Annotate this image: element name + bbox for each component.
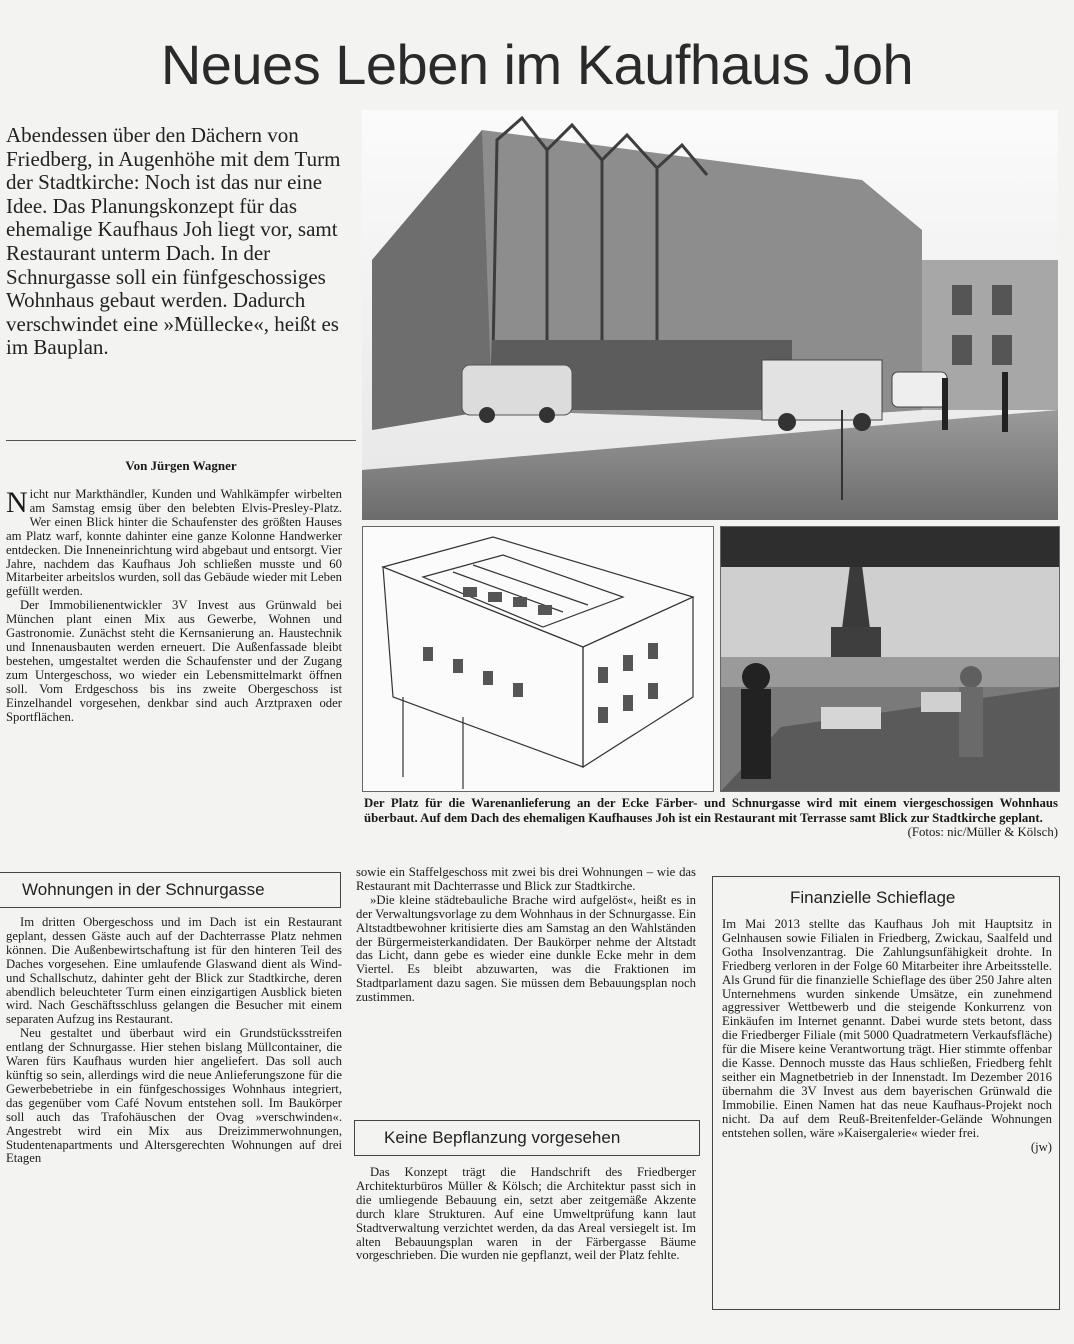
column-1-top (6, 488, 342, 724)
photo-credit: (Fotos: nic/Müller & Kölsch) (907, 825, 1058, 840)
col1b-paragraph-2: Neu gestaltet und überbaut wird ein Grundstücksstreifen entlang der Schnurgasse. Hier stehen bislang Müllcontainer, die Waren fürs Kaufhaus wurden hier angeliefert. Das soll auch künftig so sein, allerdings wird die neue Anlieferungszone für die Gewerbebetriebe in ein fünfgeschossiges Wohnhaus integriert, das gegenüber vom Café Novum entstehen soll. Im Baukörper soll auch das Trafohäuschen der Ovag »verschwinden«. Angestrebt wird ein Mix aus Dreizimmerwohnungen, Studentenapartments und Altersgerechten Wohnungen auf drei Etagen (6, 1026, 342, 1166)
col3-paragraph-1: Im Mai 2013 stellte das Kaufhaus Joh mit Hauptsitz in Gelnhausen sowie Filialen in Friedberg, Zwickau, Saalfeld und Gotha Insolvenzantrag. Die Zahlungsunfähigkeit drohte. In Friedberg verloren in der Folge 60 Mitarbeiter ihre Arbeitsstelle. Als Grund für die finanzielle Schieflage des über 250 Jahre alten Unternehmens wurden sinkende Umsätze, ein zunehmend aggressiver Wettbewerb und die steigende Konkurrenz von Einkäufen im Internet genannt. Dabei wurde stets betont, dass die Friedberger Filiale (mit 5000 Quadratmetern Verkaufsfläche) für die Misere keine Verantwortung trägt. Hier stimmte offenbar die Kasse. Dennoch musste das Haus schließen, Friedberg fehlt seither ein Magnetbetrieb in der Innenstadt. Im Dezember 2016 übernahm die 3V Invest aus dem bayerischen Grünwald die Immobilie. Einen Namen hat das neue Kaufhaus-Projekt noch nicht. Da auf dem Reuß-Breitenfelder-Gelände Wohnungen entstehen sollen, wäre »Kaisergalerie« wieder frei. (722, 917, 1052, 1140)
column-1-bottom (6, 916, 342, 1166)
col1b-paragraph-1: Im dritten Obergeschoss und im Dach ist ein Restaurant geplant, dessen Gäste auch auf der Dachterrasse Platz nehmen können. Die Außenbewirtschaftung ist für den hinteren Teil des Daches vorgesehen. Eine umlaufende Glaswand dient als Wind- und Schallschutz, dahinter geht der Blick zur Stadtkirche, deren abendlich beleuchteter Turm einen einzigartigen Ausblick bieten wird. Nach Geschäftsschluss gelangen die Besucher mit einem separaten Aufzug ins Restaurant. (6, 915, 342, 1027)
column-3 (722, 918, 1052, 1154)
photo-caption (364, 796, 1058, 840)
aerial-drawing (362, 526, 714, 792)
main-photo-building (362, 110, 1058, 520)
subhead-bepflanzung: Keine Bepflanzung vorgesehen (384, 1128, 621, 1147)
dropcap: N (6, 486, 28, 519)
lead-rule (6, 440, 356, 441)
byline: Von Jürgen Wagner (125, 458, 237, 473)
author-signature: (jw) (1030, 1139, 1052, 1154)
headline: Neues Leben im Kaufhaus Joh (160, 33, 914, 96)
col1-paragraph-1 (6, 488, 342, 599)
lead-paragraph (6, 124, 356, 360)
col2b-paragraph-1: Das Konzept trägt die Handschrift des Friedberger Architekturbüros Müller & Kölsch; die Architektur passt sich in die umliegende Bebauung ein, setzt aber zeitgemäße Akzente durch klare Strukturen. Auf eine Umweltprüfung kann laut Stadtverwaltung verzichtet werden, da das Areal versiegelt ist. Im alten Bebauungsplan waren in der Färbergasse Bäume vorgeschrieben. Die wurden nie gepflanzt, weil der Platz fehlte. (356, 1165, 696, 1263)
col1-text-1: icht nur Markthändler, Kunden und Wahlkämpfer wirbelten am Samstag emsig über den belebten Elvis-Presley-Platz. Wer einen Blick hinter die Schaufenster des größten Hauses am Platz warf, konnte dahinter eine ganze Kolonne Handwerker entdecken. Die Inneneinrichtung wird abgebaut und entsorgt. Vier Jahre, nachdem das Kaufhaus Joh schließen musste und 60 Mitarbeiter arbeitslos wurden, soll das Gebäude wieder mit Leben gefüllt werden. (6, 487, 342, 599)
column-2-top (356, 866, 696, 1005)
column-2-bottom (356, 1166, 696, 1263)
terrace-rendering (720, 526, 1060, 792)
subhead-wohnungen: Wohnungen in der Schnurgasse (22, 880, 265, 899)
caption-text: Der Platz für die Warenanlieferung an der Ecke Färber- und Schnurgasse wird mit einem viergeschossigen Wohnhaus überbaut. Auf dem Dach des ehemaligen Kaufhauses Joh ist ein Restaurant mit Terrasse samt Blick zur Stadtkirche geplant. (364, 796, 1058, 825)
subhead-schieflage: Finanzielle Schieflage (790, 888, 956, 907)
col1-paragraph-2: Der Immobilienentwickler 3V Invest aus Grünwald bei München plant einen Mix aus Gewerbe, Wohnen und Gastronomie. Zunächst steht die Kernsanierung an. Haustechnik und Innenausbauten werden erneuert. Die Außenfassade bleibt bestehen, umgestaltet werden die Schaufenster und der Zugang zum Untergeschoss, wo wieder ein Lebensmittelmarkt öffnen soll. Vom Erdgeschoss bis ins zweite Obergeschoss ist Einzelhandel vorgesehen, denkbar sind auch Arztpraxen oder Sportflächen. (6, 598, 342, 724)
col2-paragraph-1: sowie ein Staffelgeschoss mit zwei bis drei Wohnungen – wie das Restaurant mit Dachterrasse und Blick zur Stadtkirche. (356, 865, 696, 893)
col2-paragraph-2: »Die kleine städtebauliche Brache wird aufgelöst«, heißt es in der Verwaltungsvorlage zu dem Wohnhaus in der Schnurgasse. Ein Altstadtbewohner kritisierte dies am Samstag an den Wahlständen der Bürgermeisterkandidaten. Der Baukörper nehme der Altstadt das Licht, dann gebe es wieder eine dunkle Ecke mehr in dem Viertel. Es bleibt abzuwarten, was die Fraktionen im Stadtparlament dazu sagen. Sie müssen dem Bebauungsplan noch zustimmen. (356, 892, 696, 1005)
lead-text: Abendessen über den Dächern von Friedberg, in Augenhöhe mit dem Turm der Stadtkirche: Noch ist das nur eine Idee. Das Planungskonzept für das ehemalige Kaufhaus Joh liegt vor, samt Restaurant unterm Dach. In der Schnurgasse soll ein fünfgeschossiges Wohnhaus gebaut werden. Dadurch verschwindet eine »Müllecke«, heißt es im Bauplan. (6, 123, 341, 360)
